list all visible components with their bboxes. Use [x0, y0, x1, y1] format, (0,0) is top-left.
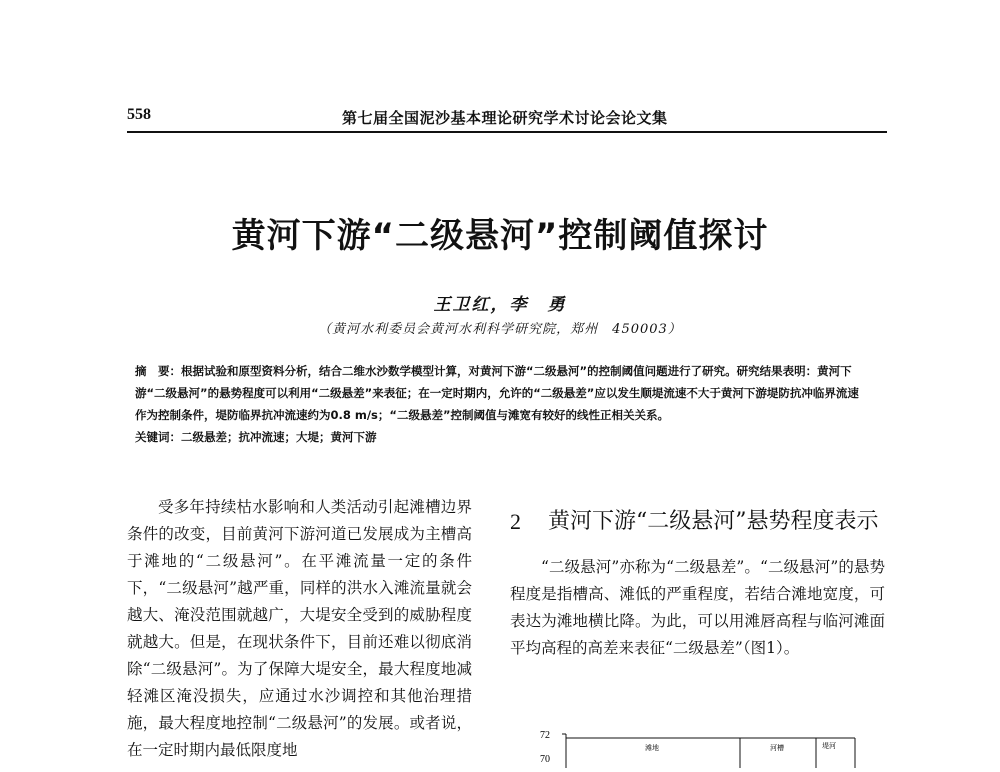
abstract-text: 根据试验和原型资料分析，结合二维水沙数学模型计算，对黄河下游“二级悬河”的控制阈值问题进行了研究。研究结果表明：黄河下游“二级悬河”的悬势程度可以利用“二级悬差”来表征；在一定时期内，允许的“二级悬差”应以发生顺堤流速不大于黄河下游堤防抗冲临界流速作为控制条件，堤防临界抗冲流速约为0.8 m/s；“二级悬差”控制阈值与滩宽有较好的线性正相关关系。 — [135, 364, 859, 422]
y-tick-70: 70 — [540, 754, 550, 765]
region-label-floodplain: 滩地 — [645, 744, 659, 752]
authors: 王卫红，李 勇 — [433, 295, 567, 315]
y-tick-72: 72 — [540, 730, 550, 741]
abstract-body — [135, 360, 860, 426]
section-title: 黄河下游“二级悬河”悬势程度表示 — [548, 509, 879, 534]
section-paragraph: “二级悬河”亦称为“二级悬差”。“二级悬河”的悬势程度是指槽高、滩低的严重程度，若结合滩地宽度，可表达为滩地横比降。为此，可以用滩唇高程与临河滩面平均高程的高差来表征“二级悬差”（图1）。 — [510, 558, 885, 657]
keywords-label: 关键词： — [135, 430, 181, 444]
abstract — [135, 360, 860, 448]
paper-title: 黄河下游“二级悬河”控制阈值探讨 — [231, 216, 769, 256]
page-number: 558 — [127, 106, 151, 123]
header-rule — [127, 131, 887, 133]
page-header — [127, 104, 887, 134]
affiliation: （黄河水利委员会黄河水利科学研究院，郑州 450003） — [318, 322, 682, 337]
figure-1-canvas — [540, 728, 865, 768]
keywords-text: 二级悬差；抗冲流速；大堤；黄河下游 — [181, 430, 377, 444]
region-label-dike-river: 堤河 — [822, 742, 836, 750]
keywords — [135, 426, 860, 448]
intro-paragraph: 受多年持续枯水影响和人类活动引起滩槽边界条件的改变，目前黄河下游河道已发展成为主槽高于滩地的“二级悬河”。在平滩流量一定的条件下，“二级悬河”越严重，同样的洪水入滩流量就会越大、淹没范围就越广，大堤安全受到的威胁程度就越大。但是，在现状条件下，目前还难以彻底消除“二级悬河”。为了保障大堤安全，最大程度地减轻滩区淹没损失，应通过水沙调控和其他治理措施，最大程度地控制“二级悬河”的发展。或者说，在一定时期内最低限度地 — [127, 498, 472, 759]
left-column — [127, 494, 472, 764]
section-heading — [510, 506, 885, 538]
right-column — [510, 506, 885, 662]
section-number: 2 — [510, 509, 521, 534]
region-label-channel: 河槽 — [770, 744, 784, 752]
figure-1 — [540, 728, 865, 768]
running-head: 第七届全国泥沙基本理论研究学术讨论会论文集 — [342, 109, 668, 127]
abstract-label: 摘 要： — [135, 364, 181, 378]
